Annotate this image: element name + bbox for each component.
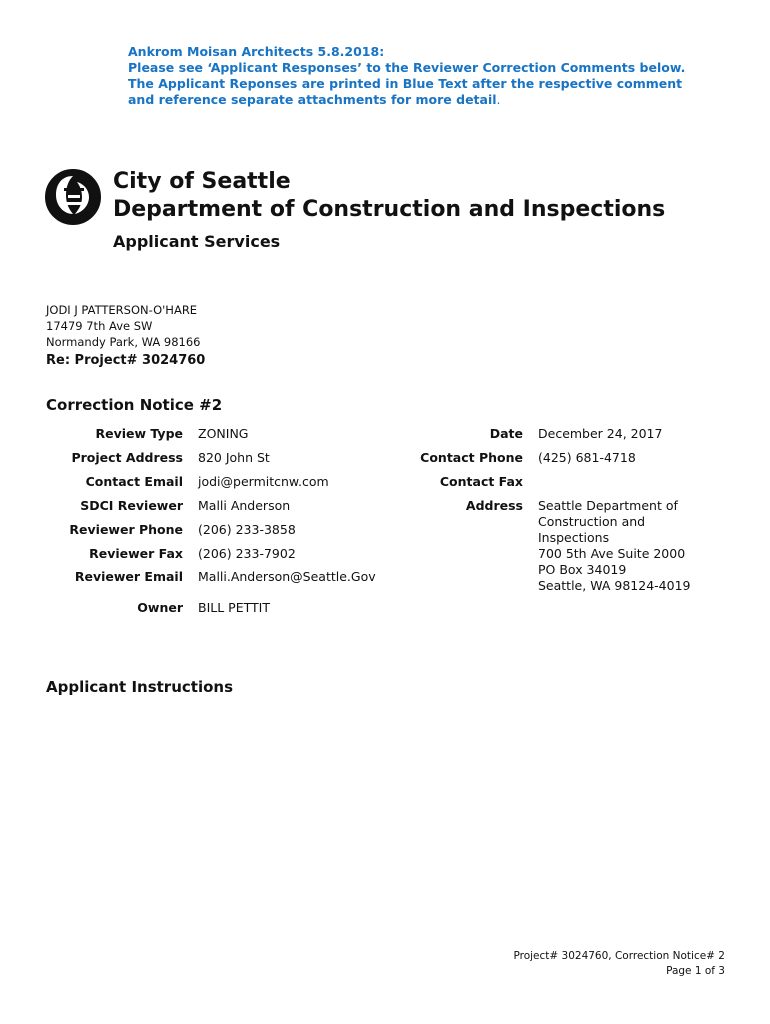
city-name: City of Seattle bbox=[113, 169, 291, 194]
field-label: Reviewer Fax bbox=[89, 546, 183, 561]
project-reference: Re: Project# 3024760 bbox=[46, 353, 206, 368]
field-value: (206) 233-7902 bbox=[198, 546, 296, 561]
field-value: Malli.Anderson@Seattle.Gov bbox=[198, 569, 376, 584]
note-line-1: Ankrom Moisan Architects 5.8.2018: bbox=[128, 44, 385, 59]
page-footer bbox=[513, 949, 725, 979]
applicant-instructions-heading: Applicant Instructions bbox=[46, 678, 234, 696]
field-label: Project Address bbox=[71, 450, 183, 465]
correction-notice-title: Correction Notice #2 bbox=[46, 396, 223, 414]
city-of-seattle-seal-icon bbox=[44, 168, 102, 226]
footer-project-line: Project# 3024760, Correction Notice# 2 bbox=[513, 950, 725, 962]
note-line-4-text: and reference separate attachments for more detail bbox=[128, 92, 497, 107]
field-label: Contact Phone bbox=[420, 450, 523, 465]
field-value: December 24, 2017 bbox=[538, 426, 663, 441]
field-label: SDCI Reviewer bbox=[80, 498, 183, 513]
recipient-address bbox=[46, 302, 200, 350]
field-label: Address bbox=[465, 498, 523, 513]
field-value: BILL PETTIT bbox=[198, 600, 270, 615]
field-value: 820 John St bbox=[198, 450, 270, 465]
field-label: Reviewer Phone bbox=[69, 522, 183, 537]
address-line: Seattle Department of bbox=[538, 498, 678, 513]
field-label: Reviewer Email bbox=[74, 569, 183, 584]
note-line-4-period: . bbox=[496, 92, 501, 107]
address-line: Inspections bbox=[538, 530, 610, 545]
division-name: Applicant Services bbox=[113, 232, 281, 251]
field-value: Malli Anderson bbox=[198, 498, 291, 513]
address-line: Construction and bbox=[538, 514, 646, 529]
field-label: Contact Email bbox=[85, 474, 183, 489]
department-name: Department of Construction and Inspections bbox=[113, 197, 666, 222]
address-line: 700 5th Ave Suite 2000 bbox=[538, 546, 686, 561]
field-value: (425) 681-4718 bbox=[538, 450, 636, 465]
field-value: (206) 233-3858 bbox=[198, 522, 296, 537]
field-label: Date bbox=[489, 426, 523, 441]
recipient-city: Normandy Park, WA 98166 bbox=[46, 335, 201, 349]
note-line-3: The Applicant Reponses are printed in Blue Text after the respective comment bbox=[128, 76, 683, 91]
field-value: ZONING bbox=[198, 426, 249, 441]
field-value: jodi@permitcnw.com bbox=[198, 474, 329, 489]
recipient-street: 17479 7th Ave SW bbox=[46, 319, 153, 333]
applicant-response-note bbox=[128, 44, 728, 108]
address-value bbox=[538, 498, 690, 594]
address-line: PO Box 34019 bbox=[538, 562, 627, 577]
field-label: Review Type bbox=[95, 426, 183, 441]
address-line: Seattle, WA 98124-4019 bbox=[538, 578, 691, 593]
recipient-name: JODI J PATTERSON-O'HARE bbox=[46, 303, 198, 317]
field-label: Owner bbox=[137, 600, 183, 615]
field-label: Contact Fax bbox=[439, 474, 523, 489]
page-number: Page 1 of 3 bbox=[666, 965, 725, 977]
note-line-4 bbox=[128, 92, 728, 108]
note-line-2: Please see ‘Applicant Responses’ to the Reviewer Correction Comments below. bbox=[128, 60, 686, 75]
organization-header bbox=[113, 168, 665, 251]
